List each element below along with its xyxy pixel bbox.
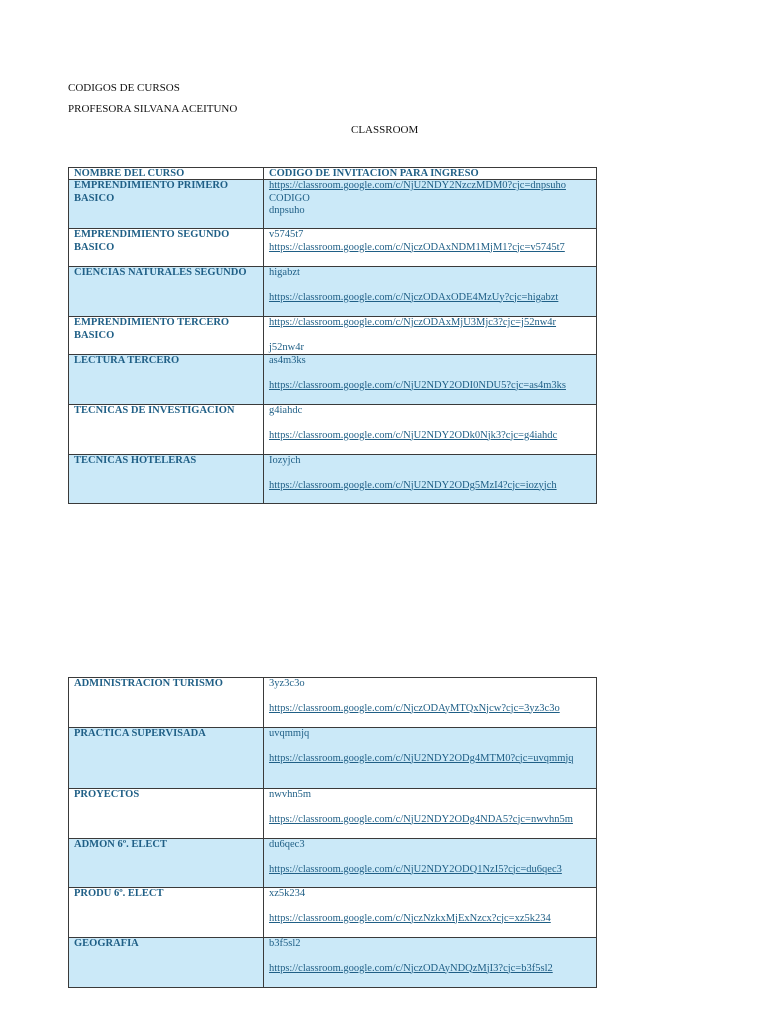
classroom-link[interactable]: https://classroom.google.com/c/NjczODAyNDQzMjI3?cjc=b3f5sl2	[269, 962, 553, 974]
code-cell	[264, 355, 597, 405]
invite-code: b3f5sl2	[269, 938, 301, 949]
courses-table-2	[68, 677, 597, 988]
table-row	[69, 267, 597, 317]
table-row	[69, 455, 597, 504]
classroom-link[interactable]: https://classroom.google.com/c/NjU2NDY2NzczMDM0?cjc=dnpsuho	[269, 180, 566, 191]
code-cell	[264, 267, 597, 317]
table-row	[69, 938, 597, 988]
invite-code: du6qec3	[269, 839, 305, 850]
table-header-row	[69, 168, 597, 180]
invite-code: nwvhn5m	[269, 789, 311, 800]
invite-code: as4m3ks	[269, 355, 306, 366]
invite-code: j52nw4r	[269, 341, 304, 353]
course-name-cell: PRACTICA SUPERVISADA	[69, 728, 264, 789]
code-cell	[264, 888, 597, 938]
course-name-cell: EMPRENDIMIENTO SEGUNDO BASICO	[69, 229, 264, 267]
header-invite-code: CODIGO DE INVITACION PARA INGRESO	[264, 168, 597, 180]
table-row	[69, 180, 597, 229]
course-name-cell: TECNICAS DE INVESTIGACION	[69, 405, 264, 455]
invite-code: uvqmmjq	[269, 728, 310, 739]
classroom-link[interactable]: https://classroom.google.com/c/NjczODAxMjU3Mjc3?cjc=j52nw4r	[269, 317, 557, 328]
doc-heading-1: CODIGOS DE CURSOS	[68, 82, 180, 94]
invite-code: xz5k234	[269, 888, 306, 899]
invite-code: Iozyjch	[269, 455, 301, 466]
classroom-link[interactable]: https://classroom.google.com/c/NjU2NDY2ODg4NDA5?cjc=nwvhn5m	[269, 813, 573, 825]
code-cell	[264, 405, 597, 455]
code-cell	[264, 789, 597, 839]
courses-table-1	[68, 167, 597, 504]
code-cell	[264, 938, 597, 988]
table-row	[69, 355, 597, 405]
course-name-cell: EMPRENDIMIENTO TERCERO BASICO	[69, 317, 264, 355]
course-name-cell: ADMINISTRACION TURISMO	[69, 678, 264, 728]
table-row	[69, 229, 597, 267]
course-name-cell: LECTURA TERCERO	[69, 355, 264, 405]
table-row	[69, 678, 597, 728]
classroom-link[interactable]: https://classroom.google.com/c/NjU2NDY2ODg5MzI4?cjc=iozyjch	[269, 479, 557, 491]
invite-code: dnpsuho	[269, 205, 305, 216]
code-cell	[264, 678, 597, 728]
classroom-link[interactable]: https://classroom.google.com/c/NjczNzkxMjExNzcx?cjc=xz5k234	[269, 912, 551, 924]
invite-code: v5745t7	[269, 229, 304, 240]
code-cell	[264, 317, 597, 355]
code-cell	[264, 839, 597, 888]
code-label: CODIGO	[269, 192, 310, 204]
classroom-link[interactable]: https://classroom.google.com/c/NjczODAyMTQxNjcw?cjc=3yz3c3o	[269, 702, 560, 714]
table-row	[69, 405, 597, 455]
classroom-link[interactable]: https://classroom.google.com/c/NjU2NDY2ODQ1NzI5?cjc=du6qec3	[269, 863, 562, 875]
course-name-cell: TECNICAS HOTELERAS	[69, 455, 264, 504]
classroom-link[interactable]: https://classroom.google.com/c/NjczODAxODE4MzUy?cjc=higabzt	[269, 291, 559, 303]
code-cell	[264, 455, 597, 504]
course-name-cell: CIENCIAS NATURALES SEGUNDO	[69, 267, 264, 317]
code-cell	[264, 229, 597, 267]
table-row	[69, 728, 597, 789]
invite-code: higabzt	[269, 267, 300, 278]
classroom-link[interactable]: https://classroom.google.com/c/NjU2NDY2ODk0Njk3?cjc=g4iahdc	[269, 429, 558, 441]
table-row	[69, 789, 597, 839]
table-row	[69, 317, 597, 355]
course-name-cell: ADMON 6º. ELECT	[69, 839, 264, 888]
course-name-cell: EMPRENDIMIENTO PRIMERO BASICO	[69, 180, 264, 229]
code-cell	[264, 180, 597, 229]
table-row	[69, 839, 597, 888]
table-row	[69, 888, 597, 938]
invite-code: g4iahdc	[269, 405, 303, 416]
doc-heading-classroom: CLASSROOM	[351, 124, 419, 136]
course-name-cell: PRODU 6º. ELECT	[69, 888, 264, 938]
course-name-cell: PROYECTOS	[69, 789, 264, 839]
header-course-name: NOMBRE DEL CURSO	[69, 168, 264, 180]
classroom-link[interactable]: https://classroom.google.com/c/NjczODAxNDM1MjM1?cjc=v5745t7	[269, 241, 565, 253]
course-name-cell: GEOGRAFIA	[69, 938, 264, 988]
invite-code: 3yz3c3o	[269, 678, 305, 689]
classroom-link[interactable]: https://classroom.google.com/c/NjU2NDY2ODI0NDU5?cjc=as4m3ks	[269, 379, 566, 391]
classroom-link[interactable]: https://classroom.google.com/c/NjU2NDY2ODg4MTM0?cjc=uvqmmjq	[269, 752, 574, 764]
doc-heading-teacher: PROFESORA SILVANA ACEITUNO	[68, 103, 238, 115]
code-cell	[264, 728, 597, 789]
